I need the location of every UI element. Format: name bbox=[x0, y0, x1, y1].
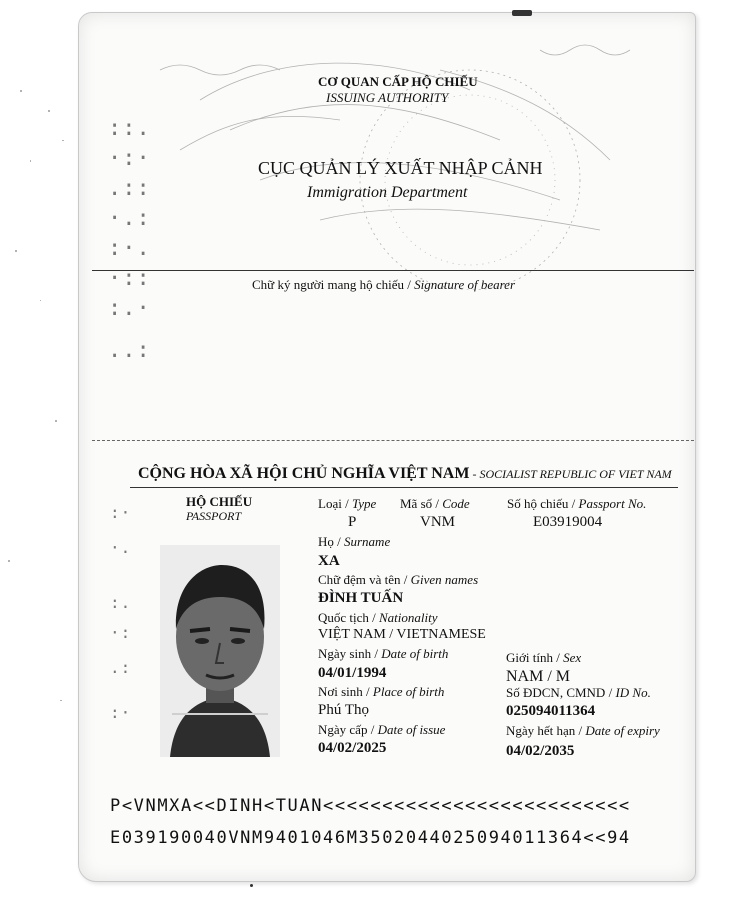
bearer-photo bbox=[160, 545, 280, 757]
perforation-glyph: .: bbox=[110, 658, 132, 677]
passport-number-value: E03919004 bbox=[533, 514, 603, 530]
perforation-glyph: ·:: bbox=[108, 266, 151, 291]
country-header bbox=[138, 465, 672, 483]
mrz-line-1: P<VNMXA<<DINH<TUAN<<<<<<<<<<<<<<<<<<<<<<<<<< bbox=[110, 796, 631, 816]
code-label bbox=[400, 496, 470, 512]
divider-top bbox=[92, 270, 694, 271]
issuing-authority-vi: CƠ QUAN CẤP HỘ CHIẾU bbox=[318, 74, 478, 89]
sex-label-vi: Giới tính / bbox=[506, 650, 564, 665]
perforation-glyph: ·.: bbox=[108, 206, 151, 231]
country-en: - SOCIALIST REPUBLIC OF VIET NAM bbox=[469, 467, 672, 481]
code-label-en: Code bbox=[442, 496, 470, 511]
passport-title-en: PASSPORT bbox=[186, 509, 242, 523]
surname-label-en: Surname bbox=[344, 534, 391, 549]
perforation-glyph: ·. bbox=[110, 538, 132, 557]
page-fold-line bbox=[92, 440, 694, 441]
perforation-glyph: :·. bbox=[108, 236, 151, 261]
perforation-glyph: ..: bbox=[108, 338, 151, 363]
expiry-date-value: 04/02/2035 bbox=[506, 743, 575, 759]
sex-value: NAM / M bbox=[506, 668, 571, 685]
given-names-value: ĐÌNH TUẤN bbox=[318, 590, 404, 606]
department-vi: CỤC QUẢN LÝ XUẤT NHẬP CẢNH bbox=[258, 158, 543, 178]
country-vi: CỘNG HÒA XÃ HỘI CHỦ NGHĨA VIỆT NAM bbox=[138, 465, 470, 482]
surname-label bbox=[318, 534, 390, 550]
dob-label bbox=[318, 646, 448, 662]
given-names-label bbox=[318, 572, 478, 588]
pob-label-en: Place of birth bbox=[372, 684, 445, 699]
sex-label-en: Sex bbox=[563, 650, 582, 665]
expiry-date-label bbox=[506, 723, 660, 739]
code-label-vi: Mã số / bbox=[400, 496, 443, 511]
header-underline bbox=[130, 487, 678, 488]
issue-date-label-en: Date of issue bbox=[377, 722, 446, 737]
id-number-label bbox=[506, 685, 651, 701]
perforation-glyph: ·:· bbox=[108, 146, 151, 171]
nationality-value: VIỆT NAM / VIETNAMESE bbox=[318, 627, 486, 642]
perforation-glyph: ·: bbox=[110, 623, 132, 642]
perforation-glyph: :.· bbox=[108, 296, 151, 321]
given-names-label-en: Given names bbox=[410, 572, 479, 587]
given-names-label-vi: Chữ đệm và tên / bbox=[318, 572, 411, 587]
nationality-label-en: Nationality bbox=[379, 610, 438, 625]
perforation-glyph: ::. bbox=[108, 116, 151, 141]
type-label bbox=[318, 496, 376, 512]
issuing-authority-en: ISSUING AUTHORITY bbox=[326, 90, 449, 105]
issue-date-label bbox=[318, 722, 445, 738]
perforation-glyph: :. bbox=[110, 593, 132, 612]
id-number-label-vi: Số ĐDCN, CMND / bbox=[506, 685, 616, 700]
signature-label-vi: Chữ ký người mang hộ chiếu / bbox=[252, 277, 415, 292]
issue-date-label-vi: Ngày cấp / bbox=[318, 722, 378, 737]
dob-value: 04/01/1994 bbox=[318, 665, 387, 681]
expiry-date-label-en: Date of expiry bbox=[585, 723, 660, 738]
dob-label-vi: Ngày sinh / bbox=[318, 646, 382, 661]
signature-label-en: Signature of bearer bbox=[414, 277, 516, 292]
surname-label-vi: Họ / bbox=[318, 534, 344, 549]
passport-number-label bbox=[507, 496, 646, 512]
id-number-label-en: ID No. bbox=[615, 685, 651, 700]
signature-label bbox=[252, 277, 515, 293]
passport-number-label-en: Passport No. bbox=[578, 496, 647, 511]
surname-value: XA bbox=[318, 553, 340, 569]
perforation-glyph: :· bbox=[110, 503, 132, 522]
pob-label bbox=[318, 684, 444, 700]
mrz-line-2: E039190040VNM9401046M3502044025094011364<<94 bbox=[110, 828, 631, 848]
type-label-vi: Loại / bbox=[318, 496, 352, 511]
nationality-label-vi: Quốc tịch / bbox=[318, 610, 380, 625]
type-label-en: Type bbox=[351, 496, 377, 511]
dob-label-en: Date of birth bbox=[381, 646, 449, 661]
sex-label bbox=[506, 650, 581, 666]
pob-label-vi: Nơi sinh / bbox=[318, 684, 373, 699]
type-value: P bbox=[348, 514, 357, 530]
code-value: VNM bbox=[420, 514, 456, 530]
expiry-date-label-vi: Ngày hết hạn / bbox=[506, 723, 586, 738]
department-en: Immigration Department bbox=[307, 184, 468, 201]
pob-value: Phú Thọ bbox=[318, 702, 369, 718]
perforation-glyph: .:: bbox=[108, 176, 151, 201]
perforation-glyph: :· bbox=[110, 703, 132, 722]
portrait-icon bbox=[160, 545, 280, 757]
passport-title-vi: HỘ CHIẾU bbox=[186, 494, 253, 509]
issue-date-value: 04/02/2025 bbox=[318, 740, 387, 756]
nationality-label bbox=[318, 610, 438, 626]
passport-number-label-vi: Số hộ chiếu / bbox=[507, 496, 579, 511]
id-number-value: 025094011364 bbox=[506, 703, 596, 719]
